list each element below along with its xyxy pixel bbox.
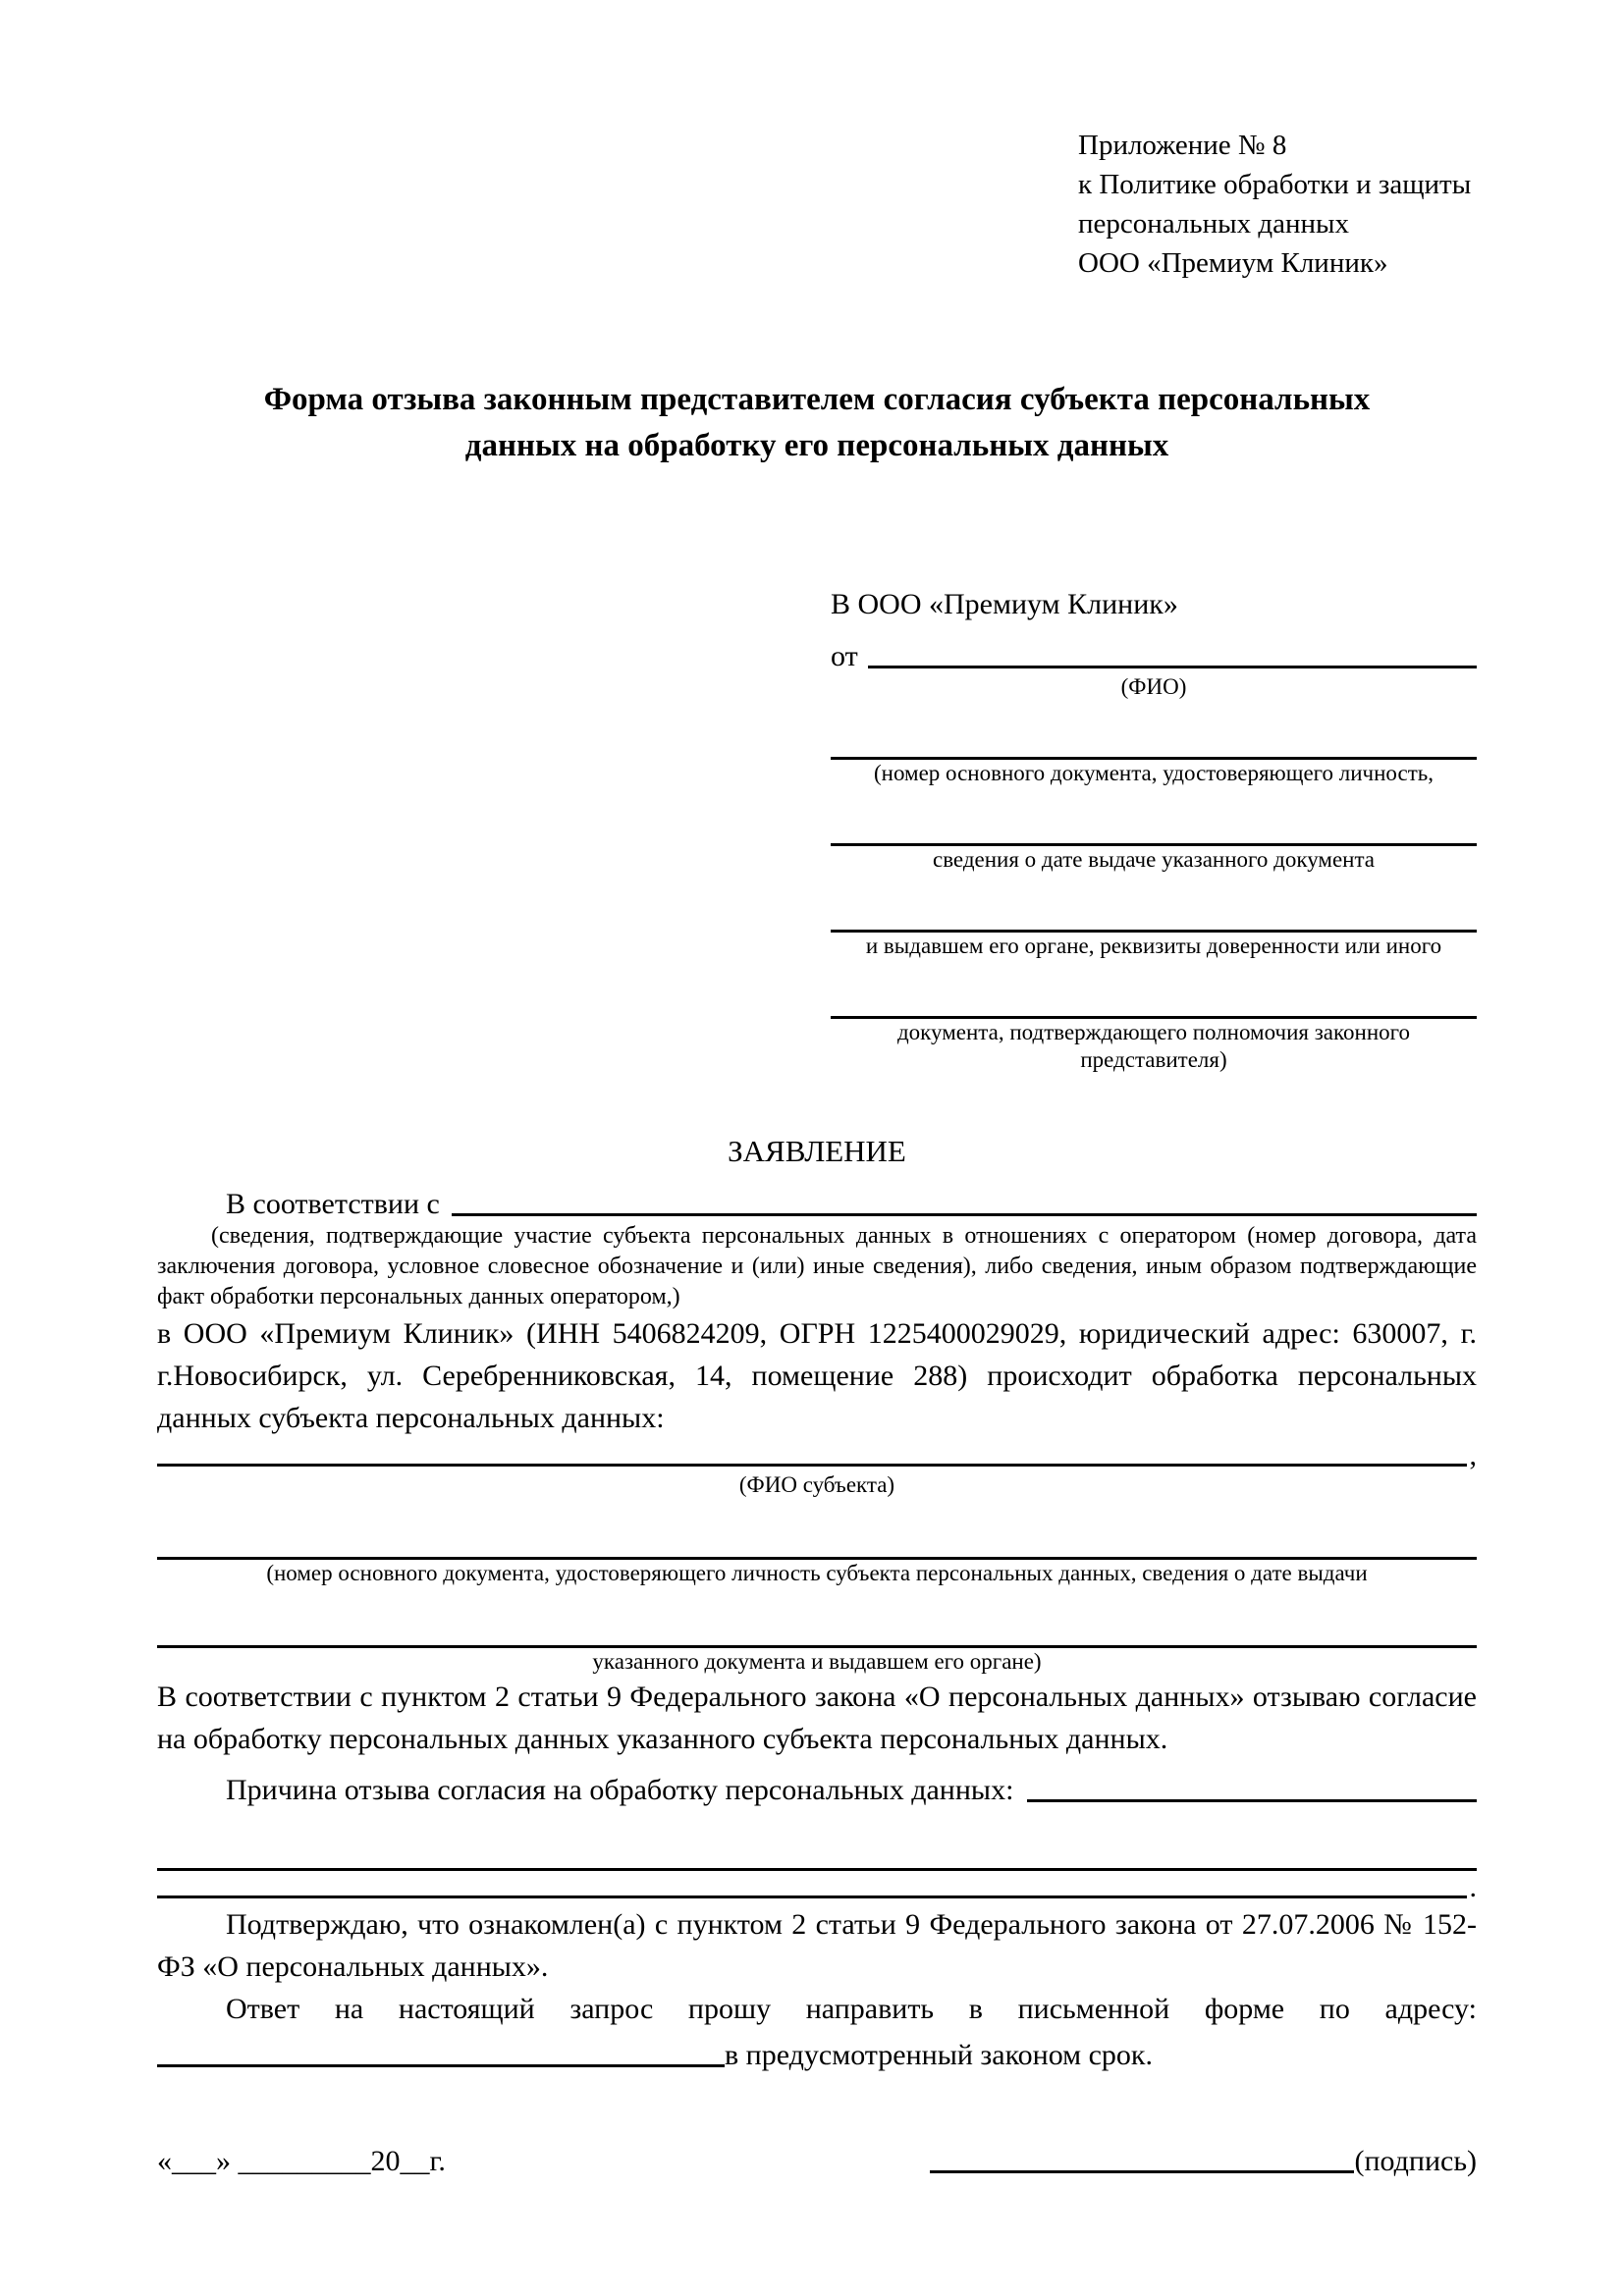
- signature-field[interactable]: [930, 2170, 1354, 2173]
- subject-doc-issuer-field[interactable]: [157, 1616, 1477, 1648]
- doc-caption: документа, подтверждающего полномочия законного представителя): [896, 1020, 1410, 1072]
- appendix-line: персональных данных: [1078, 208, 1350, 240]
- representative-doc-number-field[interactable]: [831, 727, 1477, 760]
- doc-issuer-field[interactable]: [831, 900, 1477, 933]
- signature-caption: (подпись): [1354, 2145, 1477, 2177]
- doc-caption: сведения о дате выдаче указанного документа: [932, 847, 1376, 872]
- addressee-block: [831, 583, 1477, 1074]
- withdrawal-paragraph: В соответствии с пунктом 2 статьи 9 Федерального закона «О персональных данных» отзываю согласие на обработку персональных данных указанного субъекта персональных данных.: [157, 1681, 1477, 1755]
- reply-line-suffix: в предусмотренный законом срок.: [725, 2039, 1153, 2071]
- doc-issue-date-field[interactable]: [831, 814, 1477, 846]
- subject-doc-number-field[interactable]: [157, 1527, 1477, 1560]
- subject-fio-row: [157, 1439, 1477, 1471]
- intro-row: [157, 1176, 1477, 1221]
- subject-doc-caption: (номер основного документа, удостоверяющего личность субъекта персональных данных, сведения о дате выдачи: [266, 1561, 1368, 1585]
- addressee-from-row: [831, 628, 1477, 673]
- subject-fio-field[interactable]: [157, 1463, 1467, 1467]
- intro-label: В соответствии с: [226, 1188, 440, 1220]
- reply-address-row: [157, 2030, 1477, 2072]
- relation-basis-field[interactable]: [452, 1212, 1477, 1216]
- footer-row: [157, 2133, 1477, 2178]
- doc-caption: и выдавшем его органе, реквизиты доверенности или иного: [865, 934, 1442, 958]
- reason-continuation-field[interactable]: [157, 1839, 1477, 1871]
- reason-field[interactable]: [1027, 1798, 1477, 1802]
- reason-label: Причина отзыва согласия на обработку персональных данных:: [226, 1774, 1014, 1806]
- statement-heading: ЗАЯВЛЕНИЕ: [728, 1134, 906, 1168]
- authority-doc-field[interactable]: [831, 987, 1477, 1019]
- doc-caption: (номер основного документа, удостоверяющего личность,: [873, 761, 1434, 785]
- confirm-paragraph: Подтверждаю, что ознакомлен(а) с пунктом 2 статьи 9 Федерального закона от 27.07.2006 № 152-ФЗ «О персональных данных».: [157, 1908, 1477, 1983]
- reply-request-line: Ответ на настоящий запрос прошу направить в письменной форме по адресу:: [226, 1993, 1477, 2025]
- representative-name-field[interactable]: [868, 665, 1477, 668]
- fio-caption: (ФИО): [1120, 674, 1187, 699]
- operator-paragraph: в ООО «Премиум Клиник» (ИНН 5406824209, ОГРН 1225400029029, юридический адрес: 630007, г. г.Новосибирск, ул. Серебренниковская, 14, помещение 288) происходит обработка персональных данных субъекта персональных данных:: [157, 1317, 1477, 1434]
- reason-row: [157, 1762, 1477, 1807]
- appendix-block: [1078, 126, 1477, 283]
- date-field[interactable]: «___» _________20__г.: [157, 2145, 446, 2177]
- reply-address-field[interactable]: [157, 2064, 725, 2067]
- subject-fio-suffix: ,: [1469, 1439, 1477, 1471]
- reason-line-suffix: .: [1469, 1871, 1477, 1903]
- intro-note: (сведения, подтверждающие участие субъекта персональных данных в отношениях с оператором (номер договора, дата заключения договора, условное словесное обозначение и (или) иные сведения), либо сведения, иным образом подтверждающие факт обработки персональных данных оператором,): [157, 1223, 1477, 1309]
- appendix-line: к Политике обработки и защиты: [1078, 169, 1472, 200]
- appendix-line: ООО «Премиум Клиник»: [1078, 247, 1388, 279]
- appendix-line: Приложение № 8: [1078, 130, 1287, 161]
- signature-group: [930, 2145, 1477, 2178]
- subject-doc-caption: указанного документа и выдавшем его органе): [592, 1649, 1042, 1674]
- subject-fio-caption: (ФИО субъекта): [738, 1472, 895, 1497]
- page-title: Форма отзыва законным представителем согласия субъекта персональных данных на обработку его персональных данных: [263, 382, 1371, 463]
- addressee-to: В ООО «Премиум Клиник»: [831, 588, 1178, 620]
- from-label: от: [831, 640, 858, 672]
- reason-continuation-field-2[interactable]: [157, 1895, 1467, 1898]
- reason-end-row: [157, 1871, 1477, 1903]
